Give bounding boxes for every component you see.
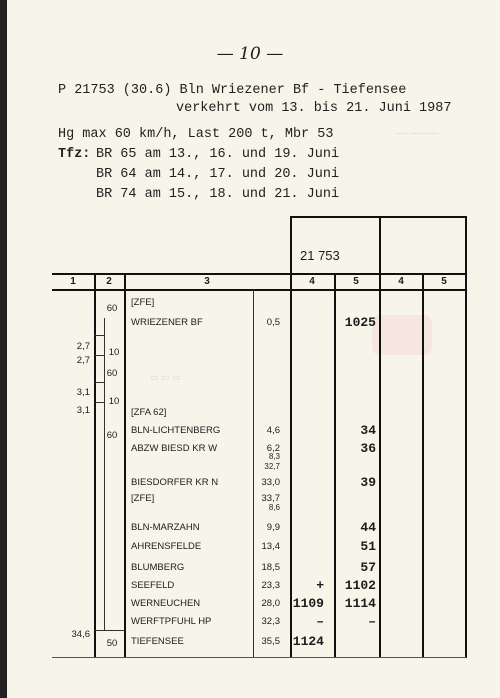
km-value: 6,2 bbox=[266, 443, 280, 454]
km-value: 35,5 bbox=[261, 636, 280, 647]
km-value: 8,3 bbox=[268, 452, 280, 461]
col1-value: 2,7 bbox=[76, 355, 90, 366]
time-col4: – bbox=[316, 614, 324, 629]
time-col4: 1124 bbox=[292, 634, 324, 649]
time-col5: 57 bbox=[360, 560, 376, 575]
station-name: TIEFENSEE bbox=[131, 636, 184, 647]
col-header-5: 5 bbox=[353, 276, 359, 287]
time-col4: + bbox=[316, 578, 324, 593]
time-col5: 34 bbox=[360, 423, 376, 438]
station-name: BIESDORFER KR N bbox=[131, 477, 219, 488]
col-header-1: 1 bbox=[70, 276, 76, 287]
km-value: 32,7 bbox=[264, 462, 280, 471]
col2-speed: 60 bbox=[106, 303, 118, 314]
station-name: AHRENSFELDE bbox=[131, 541, 202, 552]
col2-speed: 10 bbox=[108, 347, 120, 358]
station-name: WERNEUCHEN bbox=[131, 598, 201, 609]
col2-speed: 60 bbox=[106, 368, 118, 379]
col2-speed: 10 bbox=[108, 396, 120, 407]
time-col5: 1102 bbox=[344, 578, 376, 593]
validity-line: verkehrt vom 13. bis 21. Juni 1987 bbox=[176, 101, 452, 116]
tfz-line: BR 64 am 14., 17. und 20. Juni bbox=[96, 167, 340, 182]
time-col4: 1109 bbox=[292, 596, 324, 611]
km-value: 32,3 bbox=[261, 616, 280, 627]
col-header-4: 4 bbox=[309, 276, 315, 287]
km-value: 13,4 bbox=[261, 541, 280, 552]
km-value: 23,3 bbox=[261, 580, 280, 591]
km-value: 18,5 bbox=[261, 562, 280, 573]
col2-speed: 50 bbox=[106, 638, 118, 649]
time-col5: 44 bbox=[360, 520, 376, 535]
tfz-line: BR 74 am 15., 18. und 21. Juni bbox=[96, 187, 340, 202]
km-value: 8,6 bbox=[268, 503, 280, 512]
col1-value: 2,7 bbox=[76, 341, 90, 352]
km-value: 33,0 bbox=[261, 477, 280, 488]
time-col5: 36 bbox=[360, 441, 376, 456]
col1-value: 3,1 bbox=[76, 405, 90, 416]
time-col5: 39 bbox=[360, 475, 376, 490]
station-name: [ZFE] bbox=[131, 493, 155, 504]
station-name: BLUMBERG bbox=[131, 562, 185, 573]
bleed-through-mark: ▭ ▭ ▭ bbox=[150, 372, 181, 382]
bleed-through-mark: ── ── ── bbox=[395, 128, 439, 138]
train-line: P 21753 (30.6) Bln Wriezener Bf - Tiefensee bbox=[58, 83, 407, 98]
page-number: — 10 — bbox=[216, 44, 284, 64]
time-col5: 1025 bbox=[344, 315, 376, 330]
time-col5: – bbox=[368, 614, 376, 629]
col1-value: 3,1 bbox=[76, 387, 90, 398]
station-name: WERFTPFUHL HP bbox=[131, 616, 212, 627]
km-value: 33,7 bbox=[261, 493, 280, 504]
station-name: BLN-LICHTENBERG bbox=[131, 425, 221, 436]
station-name: WRIEZENER BF bbox=[131, 317, 203, 328]
km-value: 4,6 bbox=[266, 425, 280, 436]
km-value: 9,9 bbox=[266, 522, 280, 533]
tfz-label: Tfz: bbox=[58, 147, 91, 162]
station-name: ABZW BIESD KR W bbox=[131, 443, 218, 454]
tfz-line: BR 65 am 13., 16. und 19. Juni bbox=[96, 147, 340, 162]
station-name: [ZFE] bbox=[131, 297, 155, 308]
time-col5: 51 bbox=[360, 539, 376, 554]
col1-value: 34,6 bbox=[71, 629, 90, 640]
station-name: SEEFELD bbox=[131, 580, 175, 591]
col-header-5b: 5 bbox=[441, 276, 447, 287]
col2-speed: 60 bbox=[106, 430, 118, 441]
col-header-2: 2 bbox=[106, 276, 112, 287]
limits-line: Hg max 60 km/h, Last 200 t, Mbr 53 bbox=[58, 127, 334, 142]
station-name: BLN-MARZAHN bbox=[131, 522, 200, 533]
col-header-3: 3 bbox=[204, 276, 210, 287]
station-name: [ZFA 62] bbox=[131, 407, 167, 418]
col-header-4b: 4 bbox=[398, 276, 404, 287]
train-number: 21 753 bbox=[300, 248, 340, 263]
km-value: 28,0 bbox=[261, 598, 280, 609]
time-col5: 1114 bbox=[344, 596, 376, 611]
km-value: 0,5 bbox=[266, 317, 280, 328]
